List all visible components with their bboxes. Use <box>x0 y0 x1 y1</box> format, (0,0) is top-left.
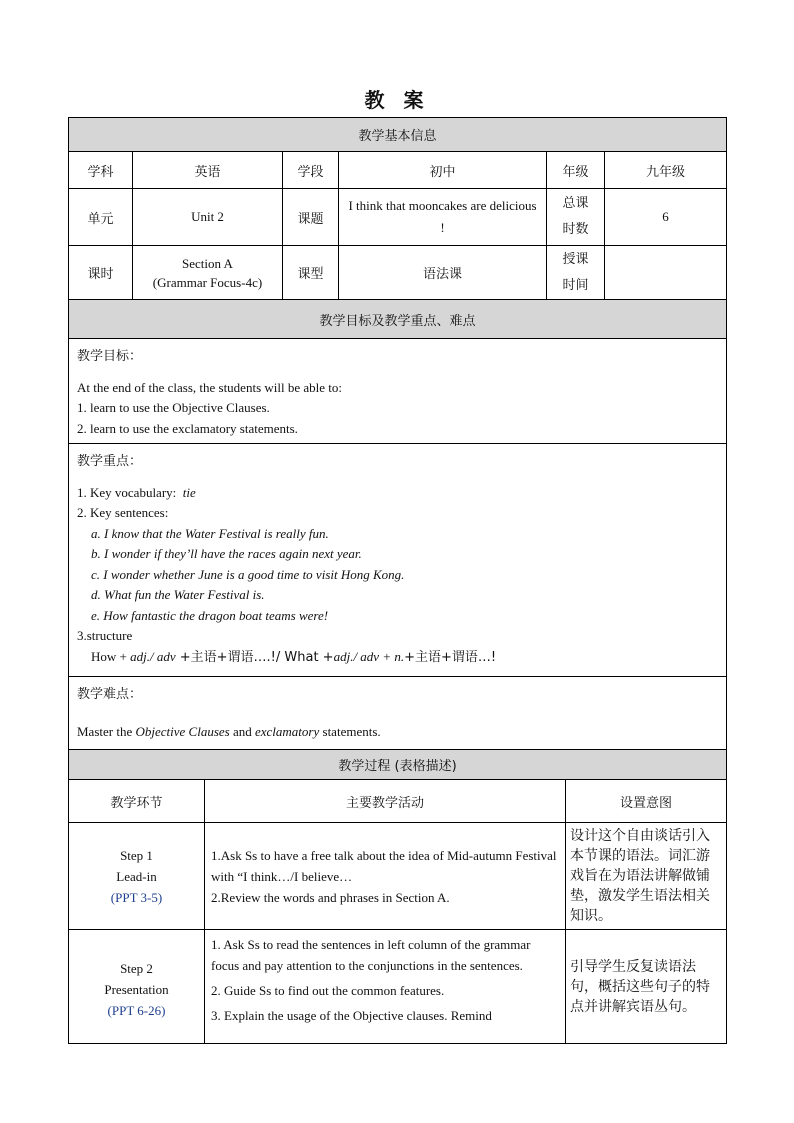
vocab-word: tie <box>182 484 196 500</box>
activity-item: 3. Explain the usage of the Objective clauses. Remind <box>211 1008 492 1023</box>
step-number: Step 1 <box>120 847 153 863</box>
period-value <box>133 246 283 300</box>
difficulties-post: statements. <box>319 723 381 739</box>
period-section: Section A <box>182 255 233 271</box>
structure-mid: +主语+谓语….!/ What + <box>175 649 334 665</box>
period-label: 课时 <box>69 246 133 300</box>
process-col-stage: 教学环节 <box>69 780 205 823</box>
table-row <box>69 823 727 930</box>
key-sentence: b. I wonder if they’ll have the races again next year. <box>91 546 362 561</box>
purpose-cell: 设计这个自由谈话引入本节课的语法。词汇游戏旨在为语法讲解做铺垫，激发学生语法相关知识。 <box>566 823 727 930</box>
activity-item: 1. Ask Ss to read the sentences in left column of the grammar focus and pay attention to the conjunctions in the sentences. <box>211 937 531 973</box>
topic-value: I think that mooncakes are delicious ! <box>339 189 547 246</box>
total-periods-label: 总课时数 <box>547 189 605 246</box>
purpose-cell: 引导学生反复读语法句，概括这些句子的特点并讲解宾语丛句。 <box>566 930 727 1044</box>
objectives-header: 教学目标及教学重点、难点 <box>69 300 727 339</box>
objectives-block <box>69 339 727 444</box>
step-name: Presentation <box>104 982 169 997</box>
topic-label: 课题 <box>283 189 339 246</box>
key-sentence: e. How fantastic the dragon boat teams were! <box>91 607 329 623</box>
period-grammar: (Grammar Focus-4c) <box>152 274 263 290</box>
structure-adj: adj./ adv <box>333 648 380 664</box>
structure-adj: adj./ adv <box>130 648 176 664</box>
difficulties-label: 教学难点： <box>77 687 143 702</box>
basic-info-header: 教学基本信息 <box>69 118 727 152</box>
difficulties-text <box>77 722 718 743</box>
difficulties-mid: and <box>229 723 255 739</box>
key-points-block <box>69 444 727 677</box>
type-value: 语法课 <box>339 246 547 300</box>
lesson-plan-table <box>68 117 727 780</box>
structure-pattern <box>77 647 718 669</box>
key-points-label: 教学重点： <box>77 454 143 469</box>
table-row <box>69 930 727 1044</box>
difficulties-pre: Master the <box>77 723 136 739</box>
unit-value: Unit 2 <box>133 189 283 246</box>
objective-item: 2. learn to use the exclamatory statements. <box>77 420 298 436</box>
activity-cell <box>205 823 566 930</box>
subject-label: 学科 <box>69 152 133 189</box>
process-table <box>68 779 727 1044</box>
structure-label: 3.structure <box>77 628 133 643</box>
grade-label: 年级 <box>547 152 605 189</box>
objectives-label: 教学目标： <box>77 349 143 364</box>
subject-value: 英语 <box>133 152 283 189</box>
step-number: Step 2 <box>120 961 153 976</box>
difficulties-block <box>69 677 727 750</box>
structure-how: How + <box>91 648 131 664</box>
process-col-activity: 主要教学活动 <box>205 780 566 823</box>
type-label: 课型 <box>283 246 339 300</box>
structure-noun: + n. <box>379 648 405 664</box>
objectives-intro: At the end of the class, the students will be able to: <box>77 379 342 395</box>
activity-cell <box>205 930 566 1044</box>
teaching-time-label: 授课时间 <box>547 246 605 300</box>
activity-item: 2.Review the words and phrases in Section A. <box>211 889 450 905</box>
process-header: 教学过程 (表格描述) <box>69 750 727 780</box>
key-sentence: a. I know that the Water Festival is really fun. <box>91 525 329 541</box>
stage-label: 学段 <box>283 152 339 189</box>
step-ppt: (PPT 6-26) <box>107 1003 166 1018</box>
process-col-purpose: 设置意图 <box>566 780 727 823</box>
unit-label: 单元 <box>69 189 133 246</box>
teaching-time-value <box>605 246 727 300</box>
key-sentence: c. I wonder whether June is a good time to visit Hong Kong. <box>91 566 405 582</box>
step-cell <box>69 930 205 1044</box>
page-title: 教 案 <box>364 88 430 112</box>
stage-value: 初中 <box>339 152 547 189</box>
difficulties-term: Objective Clauses <box>135 723 230 739</box>
difficulties-term: exclamatory <box>255 723 320 739</box>
key-vocabulary <box>77 483 718 504</box>
activity-item: 1.Ask Ss to have a free talk about the idea of Mid-autumn Festival with “I think…/I believe… <box>211 847 557 884</box>
grade-value: 九年级 <box>605 152 727 189</box>
objective-item: 1. learn to use the Objective Clauses. <box>77 400 270 415</box>
key-sentence: d. What fun the Water Festival is. <box>91 587 265 602</box>
vocab-label: 1. Key vocabulary: <box>77 484 177 500</box>
step-ppt: (PPT 3-5) <box>110 889 163 905</box>
total-periods-value: 6 <box>605 189 727 246</box>
structure-end: +主语+谓语…! <box>404 649 497 665</box>
key-sentences-label: 2. Key sentences: <box>77 505 169 520</box>
step-name: Lead-in <box>116 868 157 884</box>
activity-item: 2. Guide Ss to find out the common features. <box>211 983 445 998</box>
step-cell <box>69 823 205 930</box>
